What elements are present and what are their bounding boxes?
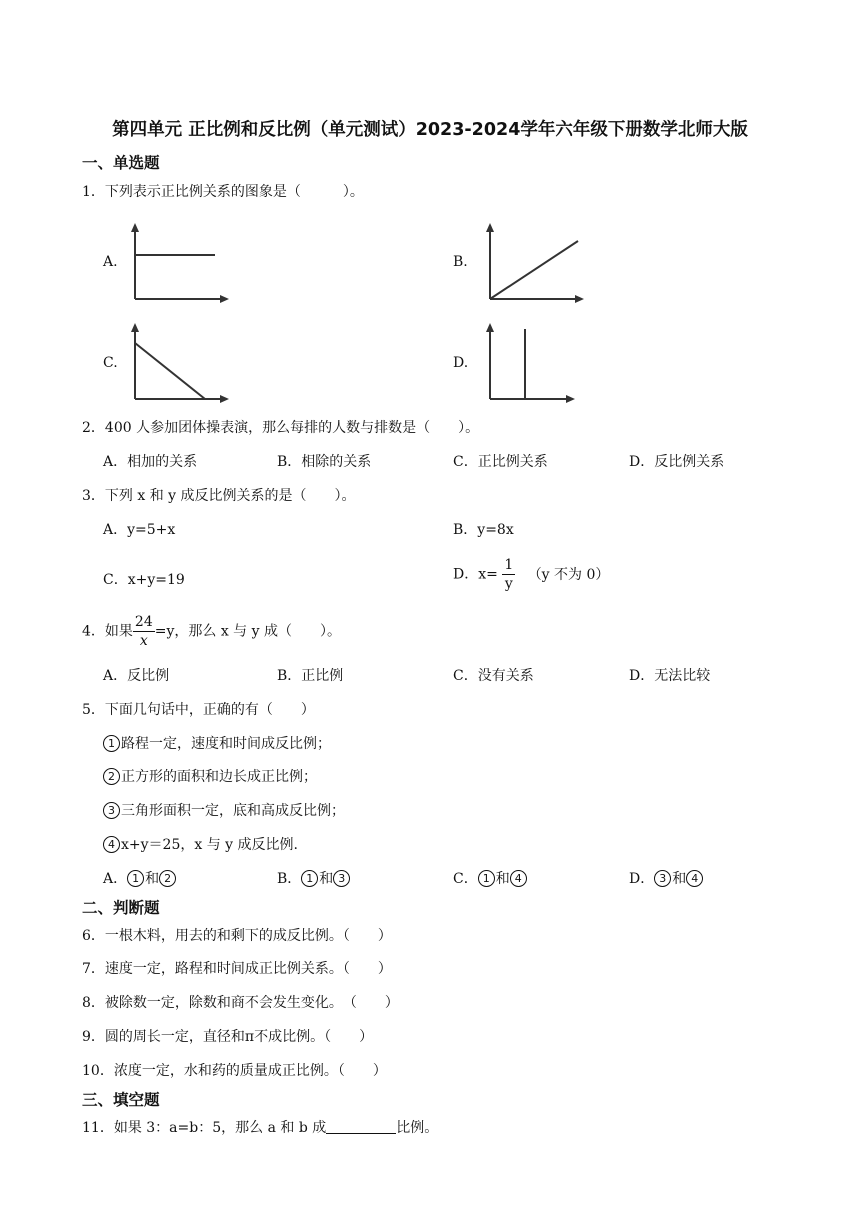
q5-option-d[interactable] [629, 868, 704, 888]
question-9: 9．圆的周长一定，直径和π不成比例。（ ） [82, 1029, 374, 1045]
option-letter: B． [277, 871, 302, 887]
q2-option-d[interactable]: D．反比例关系 [629, 454, 725, 470]
q2-option-b[interactable]: B．相除的关系 [277, 454, 372, 470]
q5-option-a[interactable] [103, 868, 177, 888]
q4-option-c[interactable]: C．没有关系 [453, 668, 534, 684]
q3-option-d-fraction [502, 556, 515, 593]
section-heading-true-false: 二、判断题 [82, 899, 160, 917]
statement-text: 正方形的面积和边长成正比例； [121, 769, 317, 785]
q1-option-c-label[interactable]: C. [103, 355, 118, 371]
and-text: 和 [672, 871, 687, 887]
circled-number: 1 [478, 870, 495, 887]
and-text: 和 [145, 871, 160, 887]
question-7: 7．速度一定，路程和时间成正比例关系。（ ） [82, 961, 392, 977]
fraction-numerator: 1 [504, 557, 514, 573]
question-10: 10．浓度一定，水和药的质量成正比例。（ ） [82, 1063, 387, 1079]
q1-graph-d-vertical-line[interactable] [480, 323, 585, 405]
option-letter: D． [629, 871, 655, 887]
q11-prefix: 11．如果 3：a=b：5，那么 a 和 b 成 [82, 1120, 327, 1136]
q2-option-c[interactable]: C．正比例关系 [453, 454, 548, 470]
circled-number: 3 [333, 870, 350, 887]
circled-number: 1 [127, 870, 144, 887]
q3-option-a[interactable]: A．y=5+x [103, 522, 176, 538]
section-heading-single-choice: 一、单选题 [82, 154, 160, 172]
q4-option-b[interactable]: B．正比例 [277, 668, 344, 684]
q4-fraction [133, 613, 155, 650]
question-6: 6．一根木料，用去的和剩下的成反比例。（ ） [82, 928, 392, 944]
q1-option-b-label[interactable]: B. [453, 254, 468, 270]
q4-prefix: 4．如果 [82, 623, 133, 640]
question-8: 8．被除数一定，除数和商不会发生变化。 （ ） [82, 995, 399, 1011]
circled-number: 1 [301, 870, 318, 887]
option-letter: C． [453, 871, 478, 887]
fraction-denominator: y [504, 576, 513, 592]
q5-statement-2 [103, 766, 317, 786]
circled-number: 2 [159, 870, 176, 887]
q1-option-d-label[interactable]: D. [453, 355, 469, 371]
answer-blank[interactable] [326, 1119, 396, 1134]
q3-option-d[interactable] [453, 556, 609, 593]
and-text: 和 [319, 871, 334, 887]
q1-option-a-label[interactable]: A. [103, 254, 118, 270]
statement-text: 路程一定，速度和时间成反比例； [121, 736, 331, 752]
fraction-numerator: 24 [134, 614, 153, 630]
circled-number-1: 1 [103, 735, 120, 752]
q4-suffix: =y，那么 x 与 y 成（ ）。 [154, 623, 341, 640]
q3-option-b[interactable]: B．y=8x [453, 522, 514, 538]
circled-number-2: 2 [103, 768, 120, 785]
section-heading-fill-blank: 三、填空题 [82, 1091, 160, 1109]
q3-option-d-suffix: （y 不为 0） [527, 566, 610, 583]
and-text: 和 [495, 871, 510, 887]
q3-option-c[interactable]: C．x+y=19 [103, 572, 185, 588]
question-1-stem: 1．下列表示正比例关系的图象是（ ）。 [82, 184, 364, 200]
q5-statement-4 [103, 834, 298, 854]
circled-number-4: 4 [103, 836, 120, 853]
q3-option-d-prefix: D．x= [453, 566, 498, 583]
circled-number: 3 [654, 870, 671, 887]
question-3-stem: 3．下列 x 和 y 成反比例关系的是（ ）。 [82, 488, 356, 504]
fraction-denominator: x [139, 633, 148, 649]
circled-number: 4 [686, 870, 703, 887]
q1-graph-a-horizontal-line[interactable] [125, 223, 230, 305]
q5-statement-1 [103, 733, 331, 753]
q5-option-b[interactable] [277, 868, 351, 888]
q5-statement-3 [103, 800, 345, 820]
q11-suffix: 比例。 [396, 1120, 439, 1136]
q1-graph-b-rising-line[interactable] [480, 223, 585, 305]
question-2-stem: 2．400 人参加团体操表演，那么每排的人数与排数是（ ）。 [82, 420, 480, 436]
circled-number-3: 3 [103, 802, 120, 819]
question-11 [82, 1117, 438, 1137]
circled-number: 4 [510, 870, 527, 887]
question-4-stem [82, 613, 341, 650]
q1-graph-c-falling-line[interactable] [125, 323, 230, 405]
question-5-stem: 5．下面几句话中，正确的有（ ） [82, 702, 315, 718]
statement-text: 三角形面积一定，底和高成反比例； [121, 803, 345, 819]
statement-text: x+y＝25，x 与 y 成反比例. [121, 837, 298, 853]
q2-option-a[interactable]: A．相加的关系 [103, 454, 198, 470]
q4-option-a[interactable]: A．反比例 [103, 668, 170, 684]
q5-option-c[interactable] [453, 868, 528, 888]
q4-option-d[interactable]: D．无法比较 [629, 668, 711, 684]
page-title: 第四单元 正比例和反比例（单元测试）2023-2024学年六年级下册数学北师大版 [112, 120, 748, 140]
option-letter: A． [103, 871, 128, 887]
